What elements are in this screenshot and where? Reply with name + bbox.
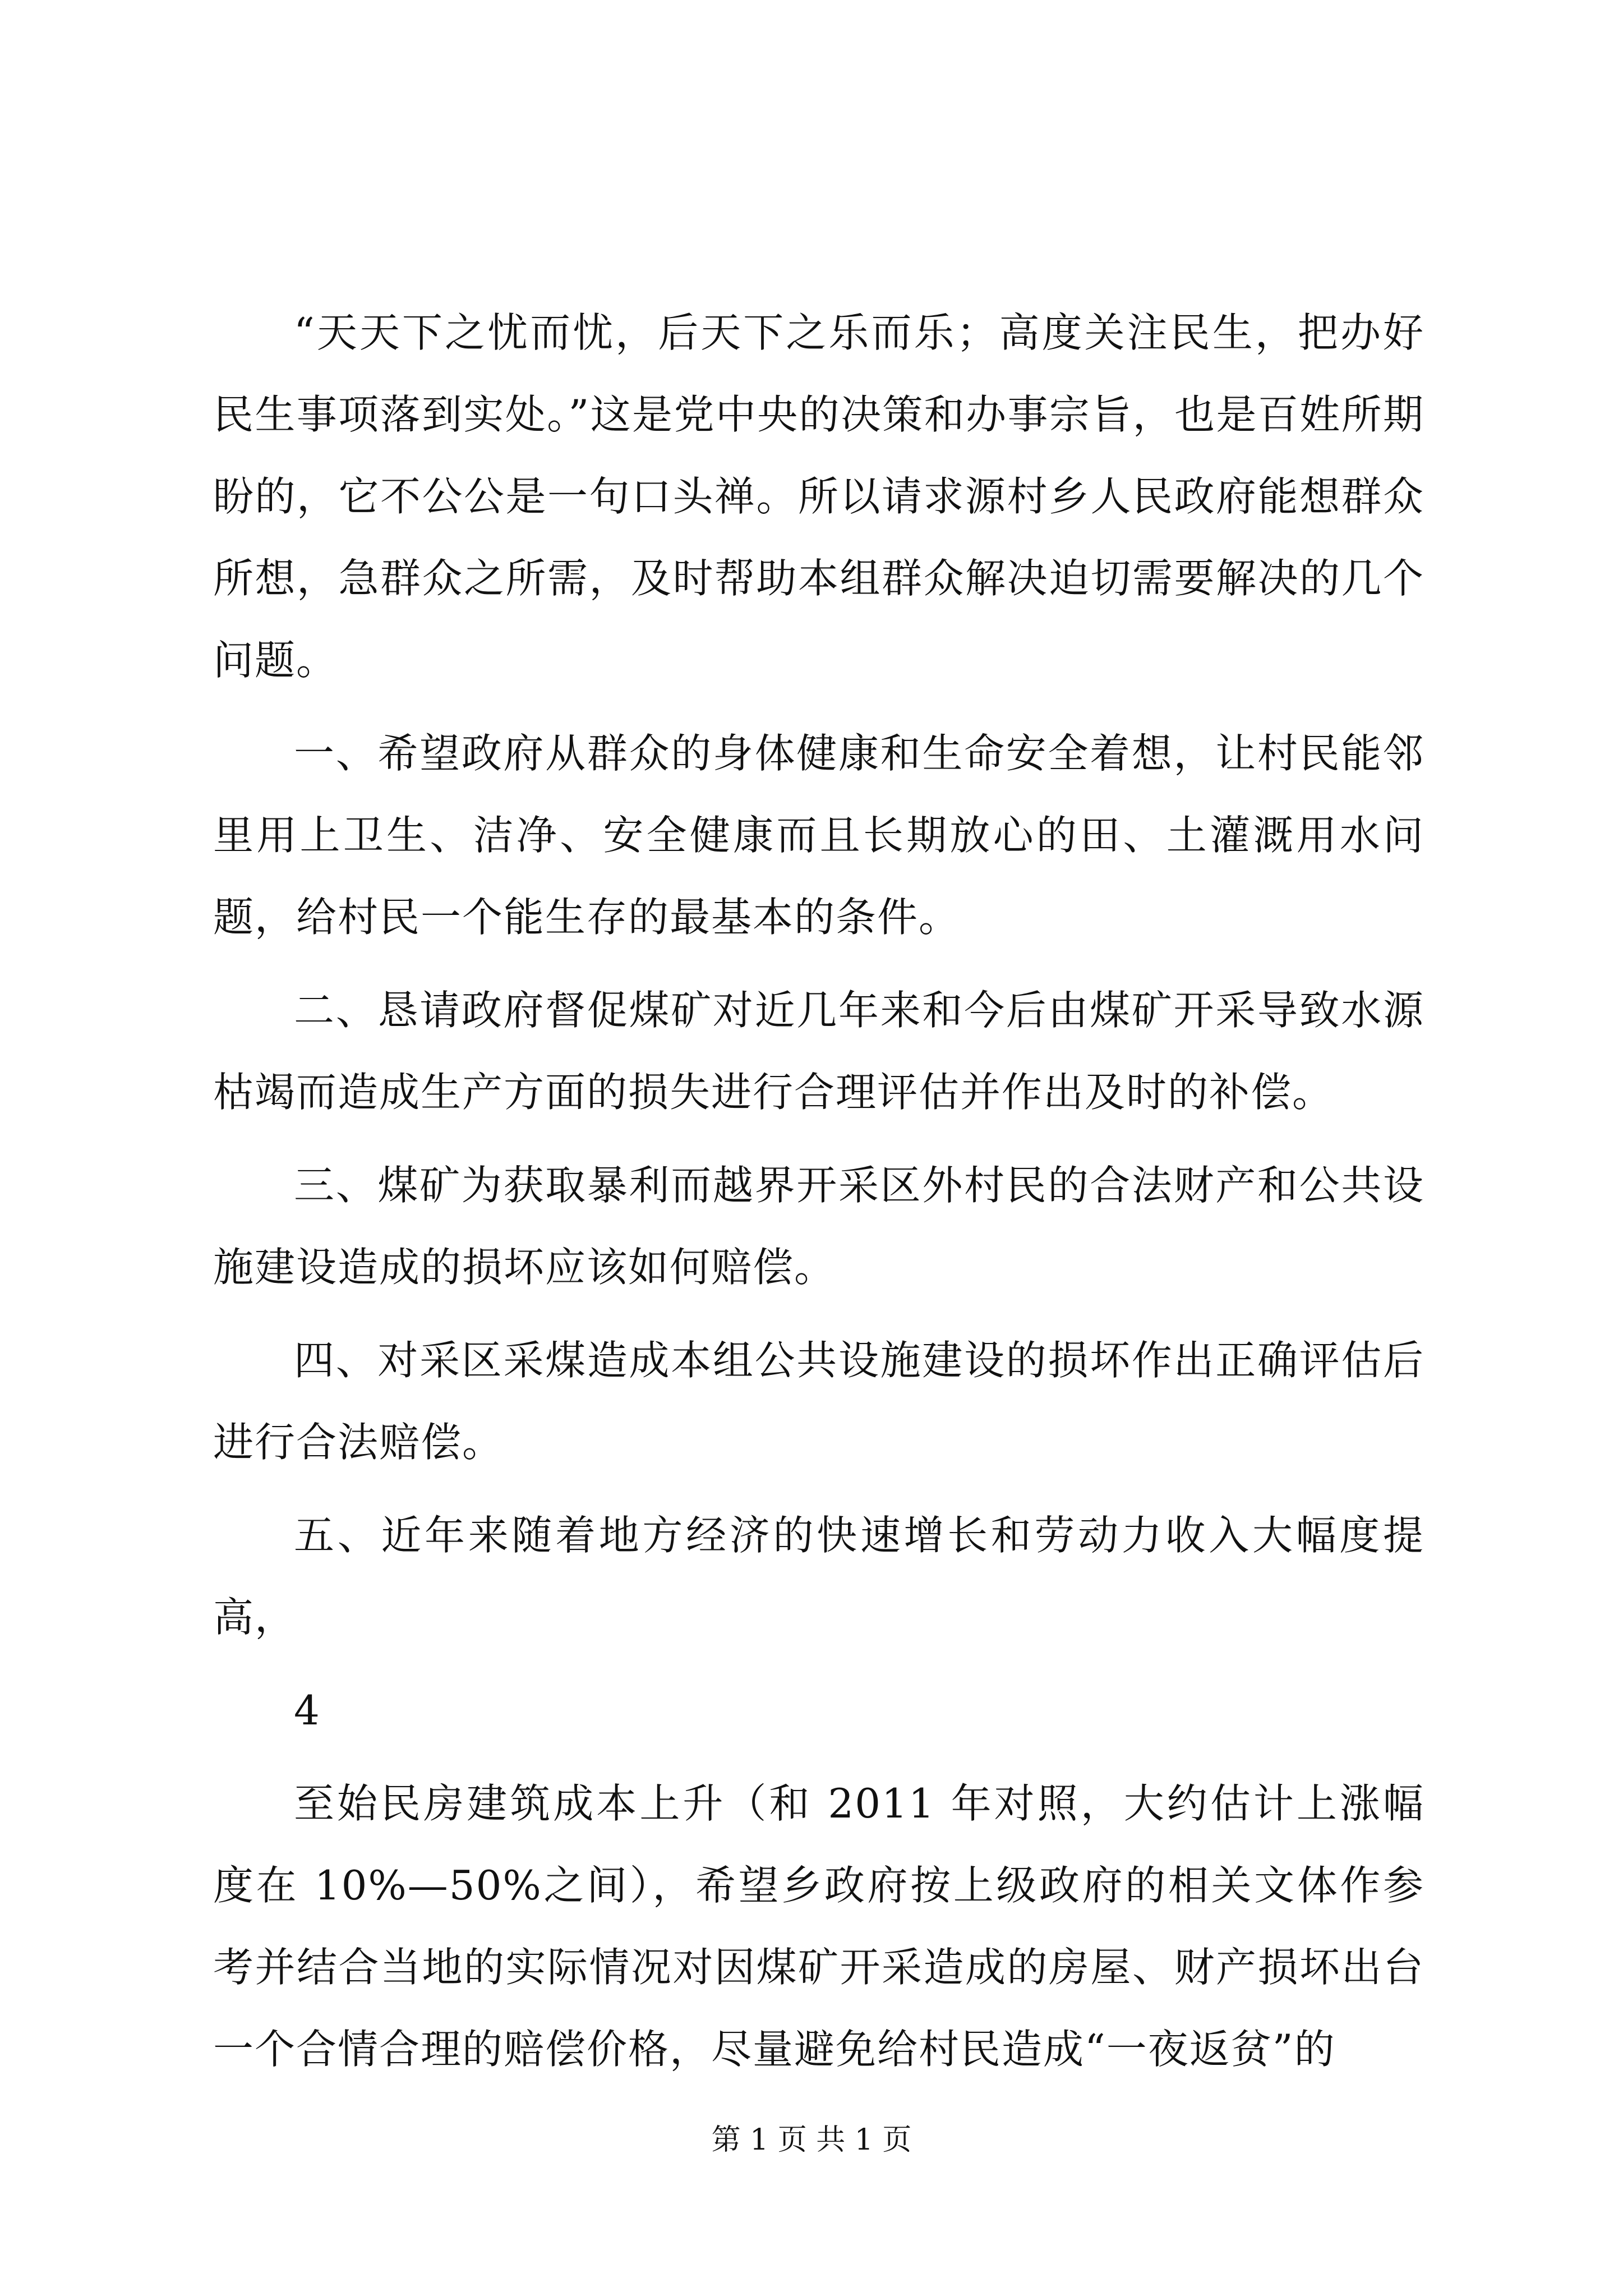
paragraph-item-1: 一、希望政府从群众的身体健康和生命安全着想，让村民能邻里用上卫生、洁净、安全健康而且长期放心的田、土灌溉用水问题，给村民一个能生存的最基本的条件。: [213, 730, 1424, 941]
paragraph-continuation: 至始民房建筑成本上升（和 2011 年对照，大约估计上涨幅度在 10%—50%之间），希望乡政府按上级政府的相关文体作参考并结合当地的实际情况对因煤矿开采造成的房屋、财产损坏出台一个合情合理的赔偿价格，尽量避免给村民造成“一夜返贫”的: [213, 1780, 1424, 2073]
paragraph-intro: “天天下之忧而忧，后天下之乐而乐；高度关注民生，把办好民生事项落到实处。”这是党中央的决策和办事宗旨，也是百姓所期盼的，它不公公是一句口头禅。所以请求源村乡人民政府能想群众所想，急群众之所需，及时帮助本组群众解决迫切需要解决的几个问题。: [213, 309, 1424, 684]
document-body: [213, 292, 1424, 2101]
page-footer: 第 1 页 共 1 页: [711, 2123, 912, 2157]
paragraph-item-5: 五、近年来随着地方经济的快速增长和劳动力收入大幅度提高，: [213, 1512, 1424, 1641]
paragraph-item-3: 三、煤矿为获取暴利而越界开采区外村民的合法财产和公共设施建设造成的损坏应该如何赔偿。: [213, 1162, 1424, 1291]
inline-page-number: 4: [294, 1687, 321, 1734]
paragraph-item-2: 二、恳请政府督促煤矿对近几年来和今后由煤矿开采导致水源枯竭而造成生产方面的损失进行合理评估并作出及时的补偿。: [213, 987, 1424, 1116]
paragraph-item-4: 四、对采区采煤造成本组公共设施建设的损坏作出正确评估后进行合法赔偿。: [213, 1337, 1424, 1466]
